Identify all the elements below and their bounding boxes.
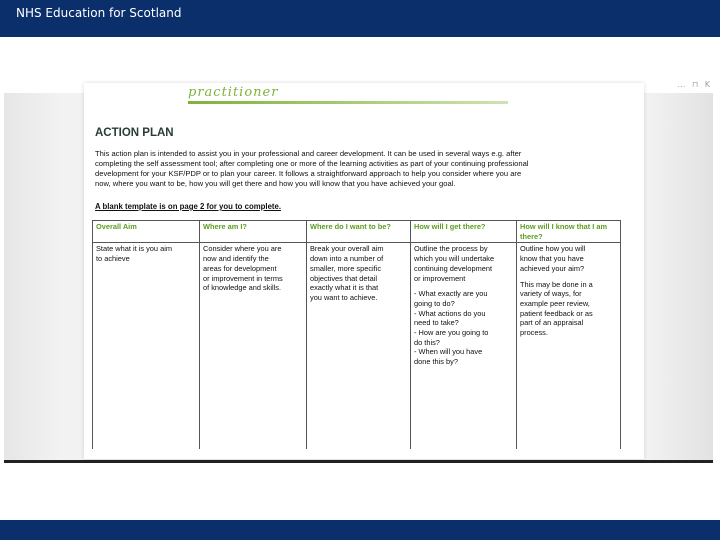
document-page xyxy=(84,83,644,459)
header-how-will-i-know: How will I know that I am there? xyxy=(517,221,621,243)
logo-text: practitioner xyxy=(188,85,279,100)
cell-where-am-i: Consider where you are now and identify the areas for development or improvement in terms of knowledge and skills. xyxy=(200,243,307,449)
header-where-am-i: Where am I? xyxy=(200,221,307,243)
org-name: NHS Education for Scotland xyxy=(16,6,182,20)
window-controls[interactable]: … ⊓ K xyxy=(677,80,712,89)
cell-how-will-i-get-there: Outline the process by which you will undertake continuing development or improvement - What exactly are you going to do? - What actions do you need to take? - How are you going to do this? - When will you have done this by? xyxy=(411,243,517,449)
header-how-will-i-get-there: How will I get there? xyxy=(411,221,517,243)
footer-bar xyxy=(0,520,720,540)
blank-template-note: A blank template is on page 2 for you to complete. xyxy=(95,202,282,211)
cell-overall-aim: State what it is you aim to achieve xyxy=(93,243,200,449)
cell-where-do-i-want-to-be: Break your overall aim down into a number of smaller, more specific objectives that detail exactly what it is that you want to achieve. xyxy=(307,243,411,449)
logo-underline xyxy=(188,101,508,104)
table-header-row xyxy=(93,221,621,243)
header-where-do-i-want-to-be: Where do I want to be? xyxy=(307,221,411,243)
intro-paragraph: This action plan is intended to assist you in your professional and career development. It can be used in several ways e.g. after completing the self assessment tool; after completing one or more of the learning activities as part of your continuing professional development for your KSF/PDP or to plan your career. It follows a straightforward approach to help you consider where you are now, where you want to be, how you will get there and how you will know that you have achieved your goal. xyxy=(95,149,529,188)
page-title: ACTION PLAN xyxy=(95,127,174,139)
header-bar xyxy=(0,0,720,37)
action-plan-table xyxy=(92,220,621,449)
practitioner-logo xyxy=(188,85,508,107)
cell-how-will-i-know: Outline how you will know that you have achieved your aim? This may be done in a variety of ways, for example peer review, patient feedback or as part of an appraisal process. xyxy=(517,243,621,449)
table-row xyxy=(93,243,621,449)
header-overall-aim: Overall Aim xyxy=(93,221,200,243)
